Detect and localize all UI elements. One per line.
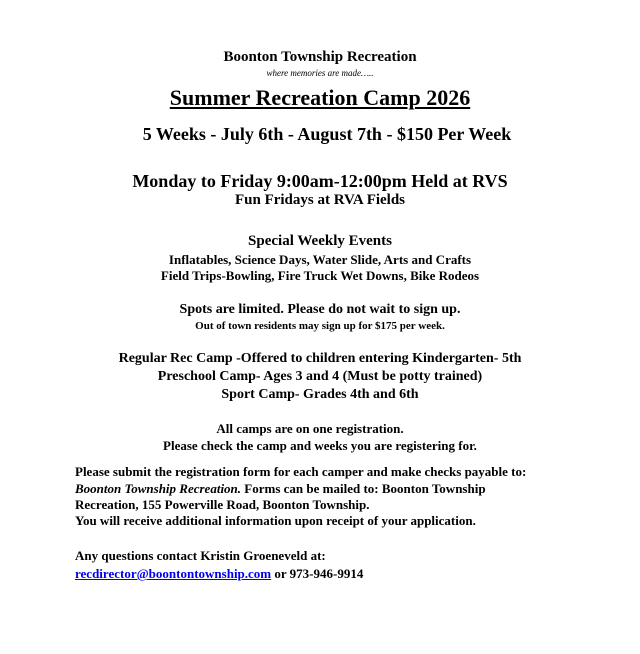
check-payee: Boonton Township Recreation. — [75, 481, 242, 496]
mailing-address: Recreation, 155 Powerville Road, Boonton Township. — [75, 497, 370, 512]
special-events-list-2: Field Trips-Bowling, Fire Truck Wet Downs, Bike Rodeos — [160, 268, 480, 283]
registration-note-1: All camps are on one registration. — [216, 421, 404, 436]
sport-camp: Sport Camp- Grades 4th and 6th — [221, 387, 419, 402]
camp-weeks-and-price: 5 Weeks - July 6th - August 7th - $150 Per Week — [142, 124, 512, 144]
special-events-list-1: Inflatables, Science Days, Water Slide, Arts and Crafts — [168, 252, 472, 267]
camp-title: Summer Recreation Camp 2026 — [169, 85, 471, 110]
org-name: Boonton Township Recreation — [223, 49, 417, 65]
receipt-note: You will receive additional information upon receipt of your application. — [75, 513, 476, 528]
submit-instructions-2 — [75, 481, 486, 497]
regular-rec-camp: Regular Rec Camp -Offered to children entering Kindergarten- 5th — [118, 351, 522, 366]
spots-limited-notice: Spots are limited. Please do not wait to sign up. — [179, 302, 461, 317]
submit-instructions-1: Please submit the registration form for each camper and make checks payable to: — [75, 464, 527, 479]
email-link[interactable]: recdirector@boontontownship.com — [75, 566, 272, 581]
contact-heading: Any questions contact Kristin Groeneveld at: — [75, 548, 326, 563]
phone-number: or 973-946-9914 — [271, 566, 364, 581]
contact-details — [75, 566, 363, 582]
tagline: where memories are made….. — [266, 68, 374, 78]
registration-note-2: Please check the camp and weeks you are registering for. — [163, 438, 477, 453]
mail-instructions: Forms can be mailed to: Boonton Township — [241, 481, 486, 496]
fun-fridays-location: Fun Fridays at RVA Fields — [234, 192, 406, 208]
out-of-town-price: Out of town residents may sign up for $175 per week. — [195, 320, 445, 332]
camp-hours-and-location: Monday to Friday 9:00am-12:00pm Held at RVS — [132, 171, 508, 191]
preschool-camp: Preschool Camp- Ages 3 and 4 (Must be potty trained) — [157, 369, 483, 384]
special-events-heading: Special Weekly Events — [248, 233, 392, 249]
